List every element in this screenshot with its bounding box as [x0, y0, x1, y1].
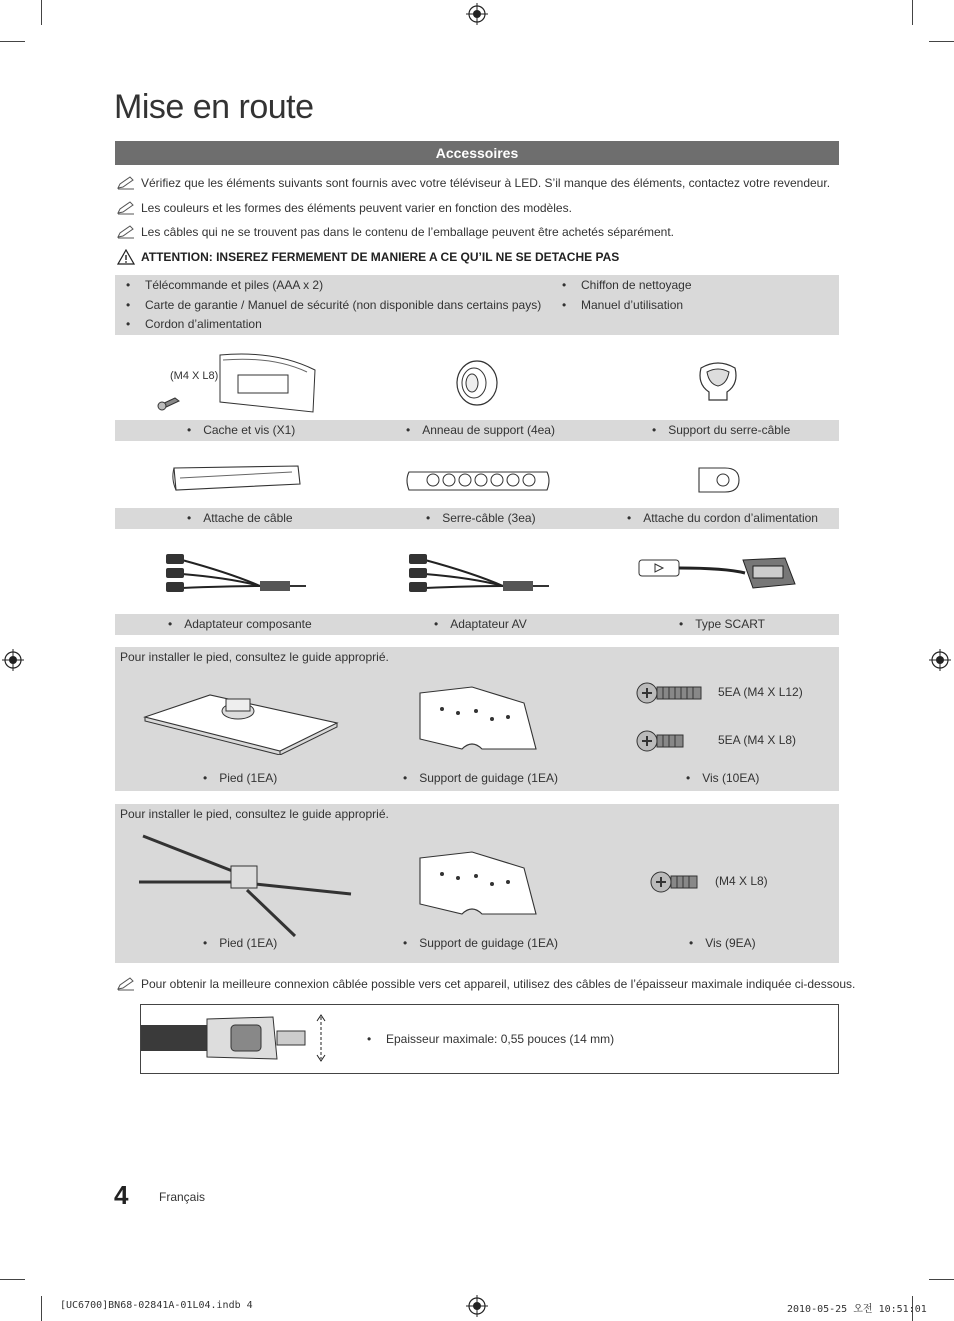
- crop-mark: [41, 1296, 42, 1321]
- caption-support-serre-cable: • Support du serre-câble: [652, 423, 790, 437]
- caption-adaptateur-av: • Adaptateur AV: [434, 617, 527, 631]
- note-cable-thickness: [117, 977, 855, 991]
- cable-spec-box: [140, 1004, 839, 1074]
- list-item: • Carte de garantie / Manuel de sécurité (non disponible dans certains pays): [145, 298, 541, 312]
- pencil-note-icon: [117, 176, 135, 190]
- note-colors: [117, 201, 572, 215]
- list-item: • Manuel d’utilisation: [581, 298, 683, 312]
- caption-pied: • Pied (1EA): [203, 936, 277, 950]
- component-adapter-image: [160, 548, 310, 598]
- cable-holder-image: [403, 458, 553, 498]
- pencil-note-icon: [117, 977, 135, 991]
- screw-label-l12: 5EA (M4 X L12): [718, 685, 803, 699]
- footer-file: [UC6700]BN68-02841A-01L04.indb 4: [60, 1300, 253, 1311]
- caption-support-guidage: • Support de guidage (1EA): [403, 936, 558, 950]
- footer-date: 2010-05-25 오전 10:51:01: [787, 1304, 927, 1315]
- note-check-items: [117, 176, 830, 190]
- list-item: • Télécommande et piles (AAA x 2): [145, 278, 323, 292]
- caption-adaptateur-composante: • Adaptateur composante: [168, 617, 312, 631]
- av-adapter-image: [403, 548, 553, 598]
- screw-l8-image: [635, 723, 685, 759]
- support-ring-image: [452, 358, 502, 408]
- stand-note: Pour installer le pied, consultez le guide approprié.: [120, 807, 389, 821]
- crop-mark: [929, 41, 954, 42]
- screw-label-l8: (M4 X L8): [715, 874, 768, 888]
- note-cables: [117, 225, 674, 239]
- guide-support-image: [412, 683, 542, 755]
- cable-thickness-image: [141, 1013, 331, 1063]
- caption-support-guidage: • Support de guidage (1EA): [403, 771, 558, 785]
- cable-spec-text: • Epaisseur maximale: 0,55 pouces (14 mm): [386, 1032, 614, 1046]
- stand-box-1: [115, 647, 839, 791]
- caption-strip-row-2: [115, 508, 839, 529]
- list-item: • Cordon d’alimentation: [145, 317, 262, 331]
- crop-mark: [0, 1279, 25, 1280]
- caption-vis: • Vis (9EA): [689, 936, 756, 950]
- caption-attache-cordon: • Attache du cordon d’alimentation: [627, 511, 818, 525]
- note-text: Les couleurs et les formes des éléments peuvent varier en fonction des modèles.: [141, 201, 572, 215]
- crop-mark: [929, 1279, 954, 1280]
- power-cord-holder-image: [695, 460, 745, 496]
- registration-mark-icon: [466, 3, 488, 25]
- stand-legs-image: [135, 832, 355, 942]
- caption-type-scart: • Type SCART: [679, 617, 765, 631]
- screw-l8-image: [649, 864, 699, 900]
- crop-mark: [912, 0, 913, 25]
- stand-note: Pour installer le pied, consultez le guide approprié.: [120, 650, 389, 664]
- warning-triangle-icon: [117, 249, 135, 265]
- included-items-box: [115, 275, 839, 335]
- caption-pied: • Pied (1EA): [203, 771, 277, 785]
- page-number: 4: [114, 1180, 129, 1210]
- registration-mark-icon: [929, 649, 951, 671]
- caption-vis: • Vis (10EA): [686, 771, 759, 785]
- screw-label-l8: 5EA (M4 X L8): [718, 733, 797, 747]
- stand-box-2: [115, 804, 839, 963]
- stand-base-image: [140, 685, 340, 755]
- cable-holder-support-image: [693, 356, 743, 406]
- language-label: Français: [159, 1190, 206, 1204]
- caption-strip-row-3: [115, 614, 839, 635]
- warning-line: [117, 249, 619, 265]
- pencil-note-icon: [117, 225, 135, 239]
- note-text: Les câbles qui ne se trouvent pas dans le contenu de l’emballage peuvent être achetés séparément.: [141, 225, 675, 239]
- screw-l12-image: [635, 675, 705, 711]
- caption-cache-vis: • Cache et vis (X1): [187, 423, 295, 437]
- page-title: Mise en route: [114, 88, 314, 126]
- note-text: Vérifiez que les éléments suivants sont fournis avec votre téléviseur à LED. S’il manque des éléments, contactez votre revendeur.: [141, 176, 831, 190]
- registration-mark-icon: [466, 1295, 488, 1317]
- cable-tie-image: [170, 462, 302, 494]
- crop-mark: [41, 0, 42, 25]
- cover-and-screw-image: [155, 350, 320, 415]
- warning-text: ATTENTION: INSEREZ FERMEMENT DE MANIERE A CE QU’IL NE SE DETACHE PAS: [141, 250, 620, 264]
- section-header-accessoires: Accessoires: [115, 141, 839, 165]
- caption-strip-row-1: [115, 420, 839, 441]
- screw-size-label: (M4 X L8): [170, 370, 219, 382]
- pencil-note-icon: [117, 201, 135, 215]
- crop-mark: [0, 41, 25, 42]
- scart-adapter-image: [635, 548, 805, 598]
- caption-serre-cable: • Serre-câble (3ea): [426, 511, 536, 525]
- caption-anneau: • Anneau de support (4ea): [406, 423, 555, 437]
- note-text: Pour obtenir la meilleure connexion câblée possible vers cet appareil, utilisez des câbles de l’épaisseur maximale indiquée ci-dessous.: [141, 977, 856, 991]
- registration-mark-icon: [2, 649, 24, 671]
- list-item: • Chiffon de nettoyage: [581, 278, 692, 292]
- caption-attache-cable: • Attache de câble: [187, 511, 293, 525]
- guide-support-image: [412, 848, 542, 920]
